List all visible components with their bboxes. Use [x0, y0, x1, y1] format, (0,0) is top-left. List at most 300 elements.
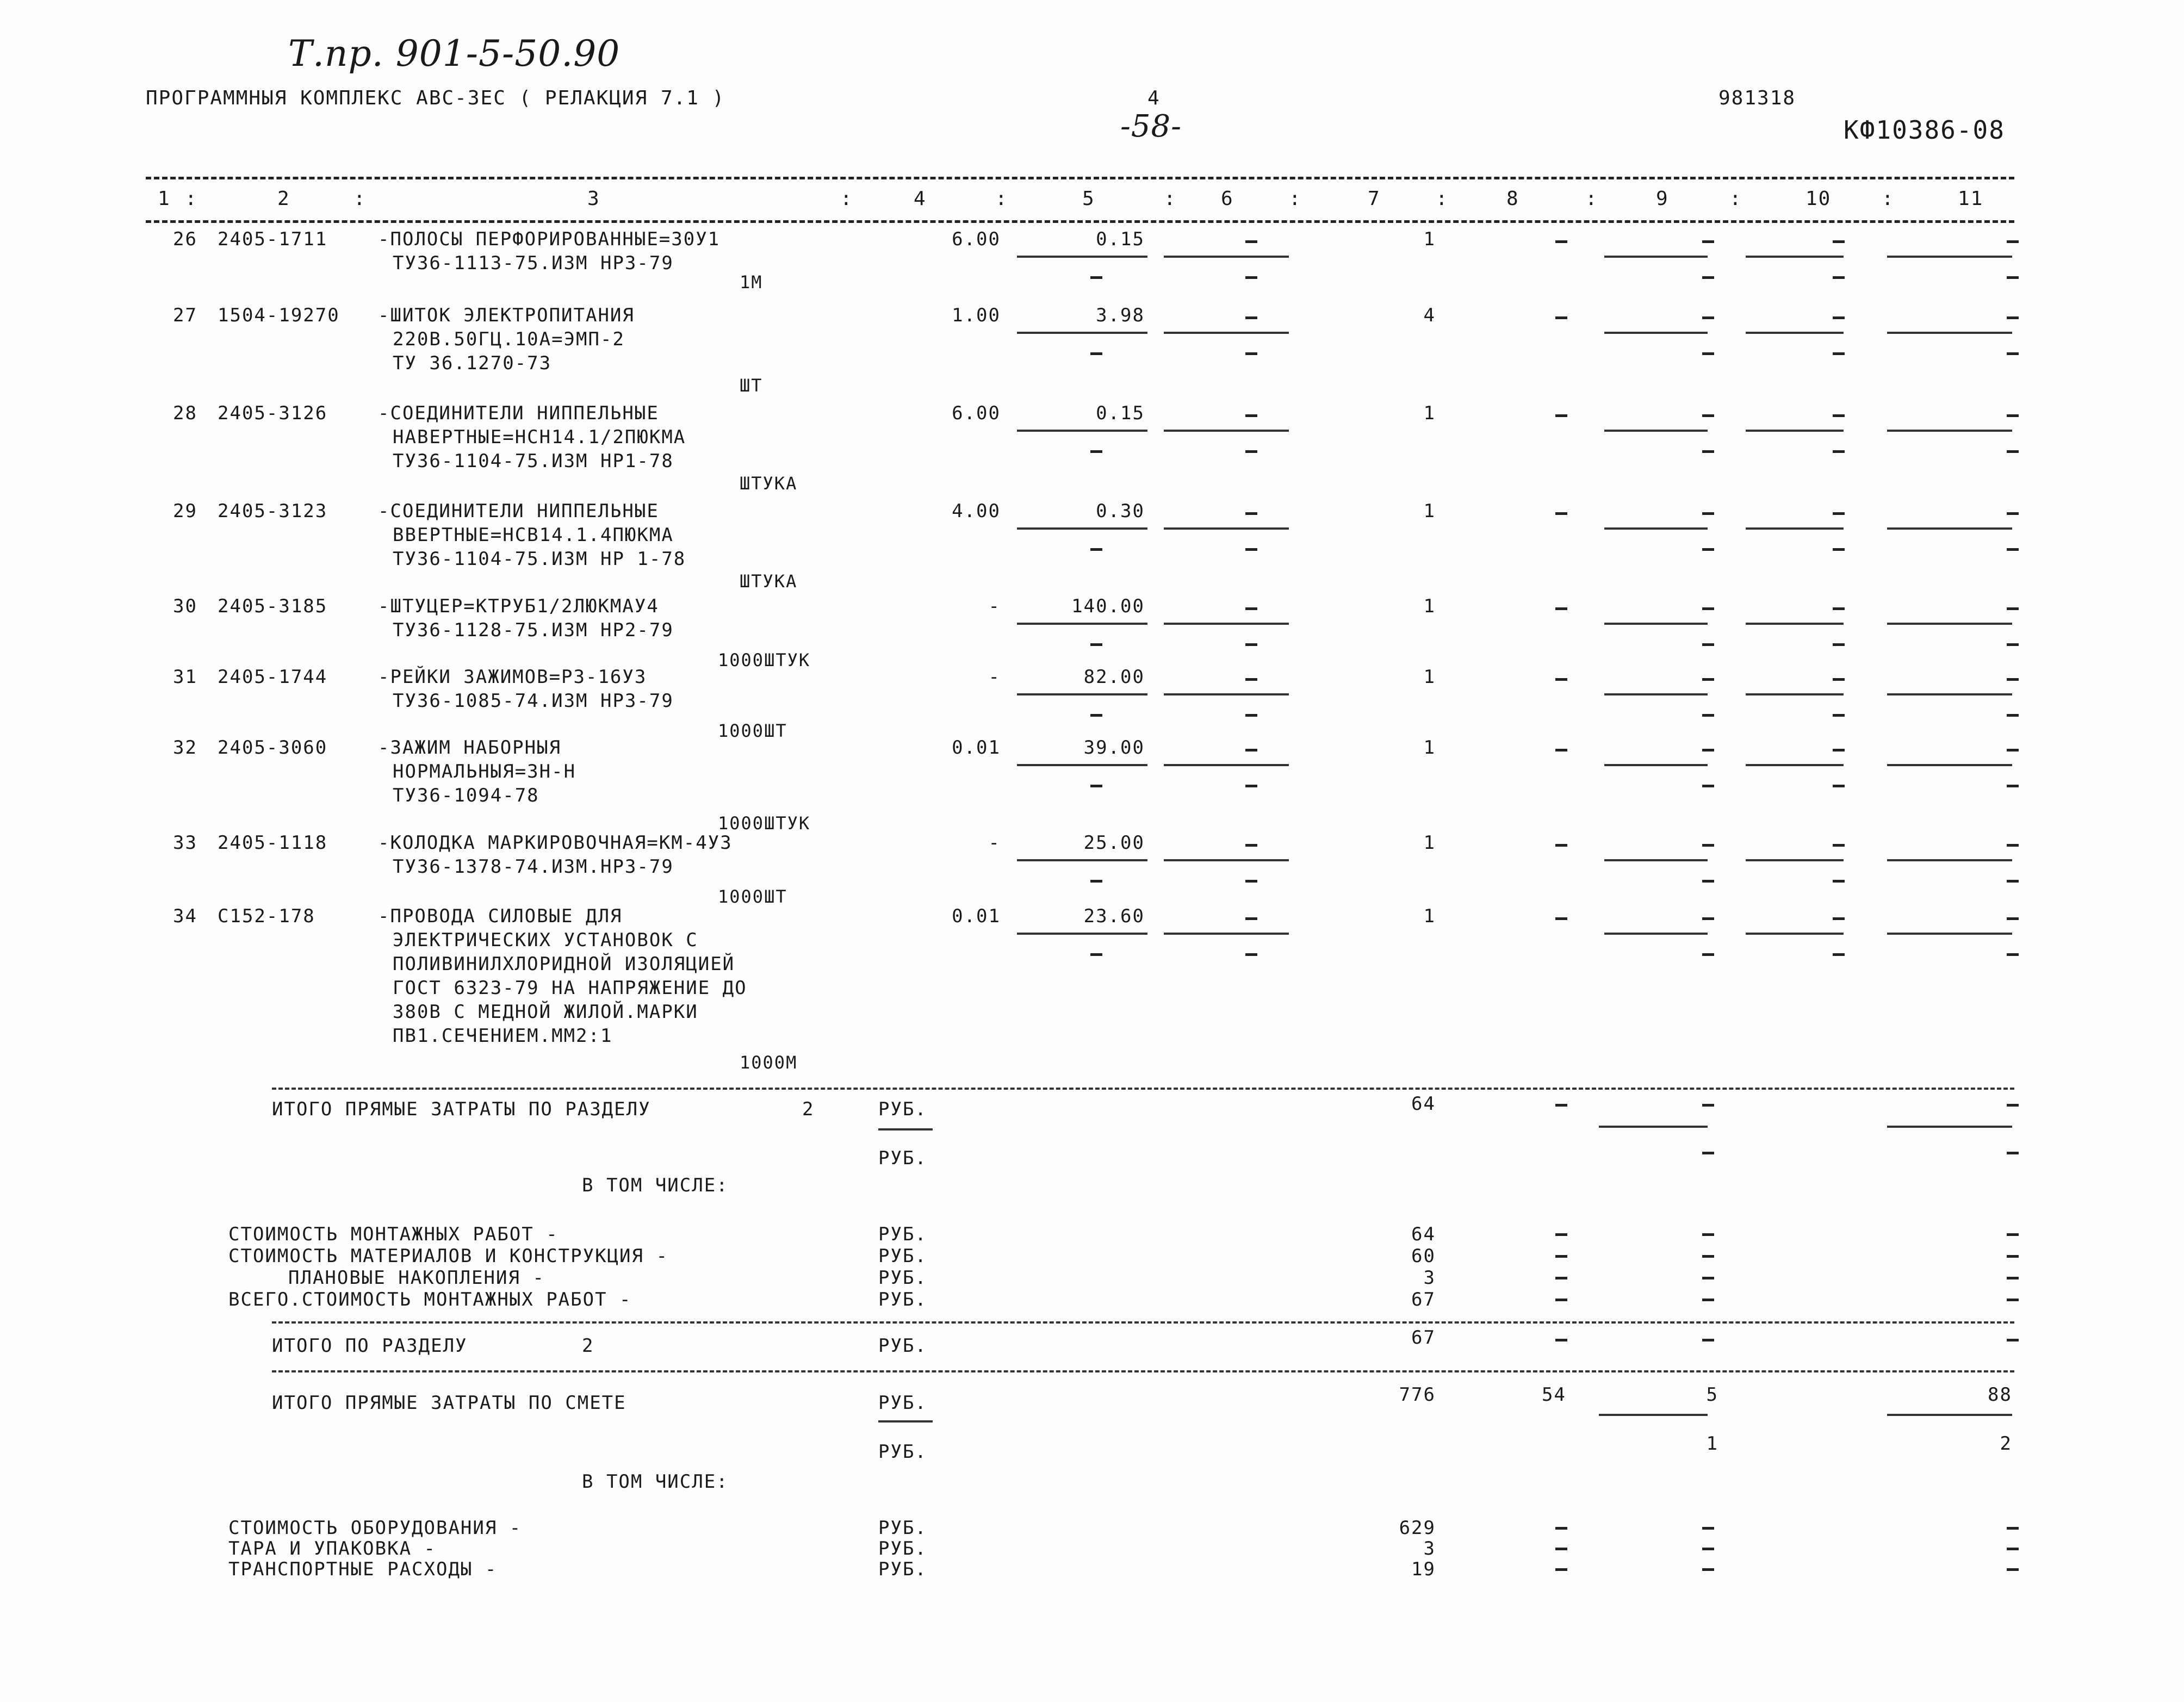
column-header-cell: :	[185, 188, 198, 210]
row-code: 2405-3123	[218, 500, 328, 522]
total1-c9-dash	[1702, 1104, 1714, 1107]
sec-line-dash	[1555, 1299, 1567, 1301]
summary-top-rule	[272, 1088, 2014, 1090]
row-underline	[1017, 332, 1147, 334]
row-c4: 6.00	[952, 228, 1001, 250]
row-sub-dash	[2007, 548, 2019, 551]
row-sub-dash	[1245, 548, 1257, 551]
row-description-line: 380В С МЕДНОЙ ЖИЛОЙ.МАРКИ	[393, 1001, 698, 1023]
row-sub-dash	[2007, 953, 2019, 956]
row-code: 2405-1711	[218, 228, 328, 250]
row-underline	[1164, 256, 1289, 258]
row-underline	[1604, 693, 1708, 695]
row-underline	[1164, 623, 1289, 625]
row-c11-dash	[2007, 607, 2019, 610]
row-c6-dash	[1245, 512, 1257, 515]
row-description-line: ПОЛИВИНИЛХЛОРИДНОЙ ИЗОЛЯЦИЕЙ	[393, 953, 735, 975]
rub-label: РУБ.	[878, 1267, 927, 1289]
row-code: 2405-1118	[218, 832, 328, 854]
rub-label: РУБ.	[878, 1223, 927, 1245]
row-unit: ШТУКА	[740, 571, 798, 592]
column-header-cell: :	[1729, 188, 1742, 210]
row-sub-dash	[1702, 450, 1714, 453]
row-underline	[1604, 430, 1708, 432]
row-c4: 6.00	[952, 402, 1001, 424]
row-c8-dash	[1555, 749, 1567, 751]
row-sub-dash	[1090, 785, 1102, 787]
estimate-line-c7: 3	[1423, 1538, 1436, 1560]
row-underline	[1164, 430, 1289, 432]
rub-label: РУБ.	[878, 1098, 927, 1120]
column-header-cell: 9	[1656, 188, 1669, 210]
row-description-line: ТУ 36.1270-73	[393, 352, 552, 374]
rub-label: РУБ.	[878, 1441, 927, 1463]
estimate-c11b: 2	[2000, 1433, 2012, 1455]
row-c6-dash	[1245, 607, 1257, 610]
estimate-c9b: 1	[1706, 1433, 1718, 1455]
row-c9-dash	[1702, 678, 1714, 681]
column-header-cell: :	[1436, 188, 1449, 210]
total-direct-estimate-label: ИТОГО ПРЯМЫЕ ЗАТРАТЫ ПО СМЕТЕ	[272, 1392, 626, 1414]
row-underline	[1746, 332, 1844, 334]
row-underline	[1017, 933, 1147, 935]
row-unit: ШТ	[740, 375, 763, 396]
row-c7: 1	[1423, 737, 1436, 759]
row-code: 2405-3185	[218, 595, 328, 617]
sec-line-label: ПЛАНОВЫЕ НАКОПЛЕНИЯ -	[288, 1267, 545, 1289]
row-c8-dash	[1555, 316, 1567, 319]
row-underline	[1604, 623, 1708, 625]
estimate-c9: 5	[1706, 1384, 1718, 1406]
row-c8-dash	[1555, 607, 1567, 610]
row-underline	[1604, 256, 1708, 258]
row-underline	[1164, 332, 1289, 334]
row-c6-dash	[1245, 749, 1257, 751]
rub-label: РУБ.	[878, 1517, 927, 1539]
row-sub-dash	[2007, 714, 2019, 717]
row-sub-dash	[1090, 450, 1102, 453]
sec-line-dash	[2007, 1255, 2019, 1258]
row-underline	[1746, 859, 1844, 861]
total1-underline	[1599, 1126, 1708, 1128]
row-underline	[1746, 933, 1844, 935]
rub-underline	[878, 1128, 933, 1130]
section-total-rule	[272, 1321, 2014, 1324]
row-underline	[1887, 859, 2012, 861]
estimate-line-dash	[1702, 1548, 1714, 1550]
rub-label: РУБ.	[878, 1289, 927, 1310]
row-c8-dash	[1555, 414, 1567, 417]
row-number: 29	[173, 500, 197, 522]
row-sub-dash	[1245, 714, 1257, 717]
row-c8-dash	[1555, 512, 1567, 515]
column-header-cell: 8	[1506, 188, 1519, 210]
sec-line-label: СТОИМОСТЬ МОНТАЖНЫХ РАБОТ -	[228, 1223, 559, 1245]
row-code: 2405-1744	[218, 666, 328, 688]
row-c8-dash	[1555, 844, 1567, 847]
row-description-line: -ШИТОК ЭЛЕКТРОПИТАНИЯ	[378, 305, 635, 326]
page-number-hand: -58-	[1120, 109, 1182, 144]
row-sub-dash	[2007, 785, 2019, 787]
estimate-line-label: ТРАНСПОРТНЫЕ РАСХОДЫ -	[228, 1558, 498, 1580]
row-c6-dash	[1245, 678, 1257, 681]
row-sub-dash	[1833, 450, 1845, 453]
row-underline	[1887, 430, 2012, 432]
row-sub-dash	[1090, 352, 1102, 355]
sec-line-dash	[1702, 1277, 1714, 1279]
row-underline	[1604, 332, 1708, 334]
estimate-line-dash	[2007, 1568, 2019, 1571]
row-c8-dash	[1555, 240, 1567, 243]
total1-c8-dash	[1555, 1104, 1567, 1107]
table-header-rule	[146, 220, 2014, 223]
page-number-small: 4	[1147, 87, 1161, 109]
row-underline	[1017, 859, 1147, 861]
row-number: 31	[173, 666, 197, 688]
column-header-cell: :	[995, 188, 1008, 210]
row-c6-dash	[1245, 240, 1257, 243]
row-c10-dash	[1833, 749, 1845, 751]
row-c11-dash	[2007, 844, 2019, 847]
sec-line-dash	[1555, 1255, 1567, 1258]
row-underline	[1746, 430, 1844, 432]
row-sub-dash	[1090, 880, 1102, 883]
sec-line-c7: 3	[1423, 1267, 1436, 1289]
row-description-line: ГОСТ 6323-79 НА НАПРЯЖЕНИЕ ДО	[393, 977, 747, 999]
row-code: С152-178	[218, 905, 315, 927]
column-header-cell: :	[1289, 188, 1302, 210]
column-header-cell: 2	[277, 188, 290, 210]
row-c4: -	[988, 595, 1001, 617]
including-label: В ТОМ ЧИСЛЕ:	[582, 1471, 729, 1493]
row-underline	[1164, 693, 1289, 695]
row-c5: 140.00	[1071, 595, 1145, 617]
row-description-line: ТУ36-1113-75.ИЗМ НР3-79	[393, 252, 674, 274]
row-underline	[1887, 332, 2012, 334]
row-c7: 1	[1423, 228, 1436, 250]
row-c5: 0.30	[1096, 500, 1145, 522]
row-c11-dash	[2007, 414, 2019, 417]
column-header-cell: 7	[1368, 188, 1381, 210]
row-code: 2405-3126	[218, 402, 328, 424]
row-description-line: ТУ36-1104-75.ИЗМ НР1-78	[393, 450, 674, 472]
sec-line-c7: 64	[1411, 1223, 1436, 1245]
row-underline	[1746, 256, 1844, 258]
row-underline	[1604, 527, 1708, 530]
row-c7: 4	[1423, 305, 1436, 326]
column-header-cell: 5	[1082, 188, 1095, 210]
row-number: 34	[173, 905, 197, 927]
rub-label: РУБ.	[878, 1538, 927, 1560]
estimate-c7: 776	[1399, 1384, 1436, 1406]
code-number: 981318	[1718, 87, 1796, 109]
row-description-line: НАВЕРТНЫЕ=НСН14.1/2ПЮКМА	[393, 426, 686, 448]
row-underline	[1017, 256, 1147, 258]
row-c11-dash	[2007, 678, 2019, 681]
estimate-line-label: ТАРА И УПАКОВКА -	[228, 1538, 436, 1560]
row-number: 32	[173, 737, 197, 759]
estimate-line-dash	[1555, 1548, 1567, 1550]
row-c9-dash	[1702, 316, 1714, 319]
row-description-line: ВВЕРТНЫЕ=НСВ14.1.4ПЮКМА	[393, 524, 674, 546]
estimate-line-label: СТОИМОСТЬ ОБОРУДОВАНИЯ -	[228, 1517, 522, 1539]
row-underline	[1746, 527, 1844, 530]
estimate-line-dash	[1555, 1568, 1567, 1571]
row-sub-dash	[1702, 714, 1714, 717]
total1-c7: 64	[1411, 1093, 1436, 1115]
row-description-line: НОРМАЛЬНЫЯ=ЗН-Н	[393, 761, 576, 782]
row-sub-dash	[1833, 352, 1845, 355]
row-number: 30	[173, 595, 197, 617]
row-c10-dash	[1833, 607, 1845, 610]
row-description-line: -СОЕДИНИТЕЛИ НИППЕЛЬНЫЕ	[378, 402, 659, 424]
row-description-line: 220В.50ГЦ.10А=ЭМП-2	[393, 328, 625, 350]
row-c6-dash	[1245, 414, 1257, 417]
program-line: ПРОГРАММНЫЯ КОМПЛЕКС АВС-3ЕС ( РЕЛАКЦИЯ 7.1 )	[146, 87, 725, 109]
row-underline	[1604, 859, 1708, 861]
row-underline	[1887, 933, 2012, 935]
row-c9-dash	[1702, 844, 1714, 847]
row-sub-dash	[1833, 276, 1845, 279]
rub-label: РУБ.	[878, 1392, 927, 1414]
total1-underline	[1887, 1126, 2012, 1128]
row-sub-dash	[1702, 953, 1714, 956]
row-c9-dash	[1702, 607, 1714, 610]
row-number: 26	[173, 228, 197, 250]
row-underline	[1017, 693, 1147, 695]
row-c5: 0.15	[1096, 402, 1145, 424]
row-underline	[1887, 764, 2012, 766]
row-c7: 1	[1423, 905, 1436, 927]
row-c4: 0.01	[952, 905, 1001, 927]
row-unit: 1М	[740, 272, 763, 293]
sec-line-dash	[1702, 1233, 1714, 1236]
row-underline	[1887, 256, 2012, 258]
column-header-cell: :	[1164, 188, 1177, 210]
row-underline	[1604, 933, 1708, 935]
row-description-line: -ПОЛОСЫ ПЕРФОРИРОВАННЫЕ=30У1	[378, 228, 721, 250]
total-section-dash	[2007, 1339, 2019, 1341]
column-header-cell: 10	[1805, 188, 1832, 210]
total-section-c7: 67	[1411, 1327, 1436, 1349]
row-c4: 0.01	[952, 737, 1001, 759]
row-c7: 1	[1423, 500, 1436, 522]
row-description-line: -ШТУЦЕР=КТРУБ1/2ЛЮКМАУ4	[378, 595, 659, 617]
row-c10-dash	[1833, 678, 1845, 681]
row-sub-dash	[1702, 785, 1714, 787]
row-description-line: -СОЕДИНИТЕЛИ НИППЕЛЬНЫЕ	[378, 500, 659, 522]
section-number: 2	[582, 1335, 594, 1357]
row-underline	[1746, 693, 1844, 695]
row-code: 1504-19270	[218, 305, 340, 326]
sec-line-label: СТОИМОСТЬ МАТЕРИАЛОВ И КОНСТРУКЦИЯ -	[228, 1245, 668, 1267]
total1-c9-dash2	[1702, 1152, 1714, 1154]
row-c11-dash	[2007, 749, 2019, 751]
column-header-cell: 6	[1221, 188, 1234, 210]
row-c5: 82.00	[1083, 666, 1145, 688]
row-c10-dash	[1833, 917, 1845, 920]
sec-line-dash	[1702, 1255, 1714, 1258]
row-c9-dash	[1702, 512, 1714, 515]
row-c8-dash	[1555, 678, 1567, 681]
column-header-cell: :	[1882, 188, 1895, 210]
row-underline	[1887, 693, 2012, 695]
total-section-label: ИТОГО ПО РАЗДЕЛУ	[272, 1335, 468, 1357]
row-c5: 39.00	[1083, 737, 1145, 759]
row-c9-dash	[1702, 414, 1714, 417]
row-c11-dash	[2007, 917, 2019, 920]
row-sub-dash	[2007, 450, 2019, 453]
row-c5: 23.60	[1083, 905, 1145, 927]
row-underline	[1164, 764, 1289, 766]
row-c11-dash	[2007, 512, 2019, 515]
row-c6-dash	[1245, 316, 1257, 319]
estimate-c8: 54	[1542, 1384, 1566, 1406]
row-c11-dash	[2007, 316, 2019, 319]
total-section-dash	[1555, 1339, 1567, 1341]
row-sub-dash	[1245, 450, 1257, 453]
row-description-line: -КОЛОДКА МАРКИРОВОЧНАЯ=КМ-4У3	[378, 832, 733, 854]
row-underline	[1746, 764, 1844, 766]
estimate-line-dash	[2007, 1527, 2019, 1530]
rub-underline	[878, 1420, 933, 1423]
row-description-line: ЭЛЕКТРИЧЕСКИХ УСТАНОВОК С	[393, 929, 698, 951]
row-c10-dash	[1833, 414, 1845, 417]
row-c4: 4.00	[952, 500, 1001, 522]
row-c5: 0.15	[1096, 228, 1145, 250]
row-sub-dash	[1090, 276, 1102, 279]
column-header-cell: 11	[1958, 188, 1984, 210]
estimate-line-dash	[1555, 1527, 1567, 1530]
total-direct-section-label: ИТОГО ПРЯМЫЕ ЗАТРАТЫ ПО РАЗДЕЛУ	[272, 1098, 651, 1120]
row-c5: 25.00	[1083, 832, 1145, 854]
section-number: 2	[802, 1098, 815, 1120]
sec-line-dash	[2007, 1277, 2019, 1279]
row-underline	[1017, 764, 1147, 766]
sec-line-dash	[2007, 1299, 2019, 1301]
row-sub-dash	[1702, 276, 1714, 279]
rub-label: РУБ.	[878, 1147, 927, 1169]
row-c8-dash	[1555, 917, 1567, 920]
estimate-underline	[1887, 1414, 2012, 1416]
row-underline	[1017, 527, 1147, 530]
row-c4: -	[988, 832, 1001, 854]
row-unit: 1000ШТУК	[718, 813, 811, 834]
row-sub-dash	[1833, 548, 1845, 551]
row-sub-dash	[2007, 352, 2019, 355]
row-unit: 1000М	[740, 1052, 798, 1073]
row-sub-dash	[2007, 880, 2019, 883]
row-sub-dash	[1245, 953, 1257, 956]
row-underline	[1164, 859, 1289, 861]
row-sub-dash	[1245, 352, 1257, 355]
row-number: 27	[173, 305, 197, 326]
row-sub-dash	[1833, 714, 1845, 717]
row-c10-dash	[1833, 844, 1845, 847]
rub-label: РУБ.	[878, 1558, 927, 1580]
row-c9-dash	[1702, 240, 1714, 243]
row-description-line: ПВ1.СЕЧЕНИЕМ.ММ2:1	[393, 1025, 613, 1047]
row-c7: 1	[1423, 832, 1436, 854]
row-underline	[1164, 527, 1289, 530]
row-sub-dash	[1833, 880, 1845, 883]
estimate-line-dash	[1702, 1527, 1714, 1530]
row-underline	[1017, 430, 1147, 432]
total1-c11-dash2	[2007, 1152, 2019, 1154]
row-c6-dash	[1245, 844, 1257, 847]
row-sub-dash	[2007, 276, 2019, 279]
rub-label: РУБ.	[878, 1245, 927, 1267]
row-description-line: -ЗАЖИМ НАБОРНЫЯ	[378, 737, 562, 759]
row-code: 2405-3060	[218, 737, 328, 759]
row-sub-dash	[1833, 785, 1845, 787]
handwritten-ref: Т.пр. 901-5-50.90	[288, 33, 621, 74]
row-c7: 1	[1423, 595, 1436, 617]
sec-line-dash	[1702, 1299, 1714, 1301]
row-description-line: ТУ36-1128-75.ИЗМ НР2-79	[393, 619, 674, 641]
row-underline	[1017, 623, 1147, 625]
row-sub-dash	[1245, 276, 1257, 279]
row-c7: 1	[1423, 402, 1436, 424]
estimate-line-dash	[2007, 1548, 2019, 1550]
row-number: 28	[173, 402, 197, 424]
estimate-rule	[272, 1370, 2014, 1372]
column-header-cell: 4	[914, 188, 927, 210]
row-sub-dash	[1245, 643, 1257, 646]
row-c9-dash	[1702, 917, 1714, 920]
rub-label: РУБ.	[878, 1335, 927, 1357]
estimate-line-c7: 19	[1411, 1558, 1436, 1580]
column-header-cell: :	[840, 188, 853, 210]
row-underline	[1887, 527, 2012, 530]
row-c7: 1	[1423, 666, 1436, 688]
row-c4: 1.00	[952, 305, 1001, 326]
row-unit: 1000ШТУК	[718, 650, 811, 670]
row-description-line: ТУ36-1378-74.ИЗМ.НР3-79	[393, 856, 674, 878]
total-section-dash	[1702, 1339, 1714, 1341]
row-unit: 1000ШТ	[718, 720, 787, 741]
column-header-cell: :	[353, 188, 367, 210]
row-sub-dash	[1702, 643, 1714, 646]
row-underline	[1887, 623, 2012, 625]
row-sub-dash	[1833, 643, 1845, 646]
sec-line-dash	[2007, 1233, 2019, 1236]
estimate-underline	[1599, 1414, 1708, 1416]
estimate-line-c7: 629	[1399, 1517, 1436, 1539]
row-description-line: -РЕЙКИ ЗАЖИМОВ=РЗ-16У3	[378, 666, 647, 688]
sec-line-c7: 60	[1411, 1245, 1436, 1267]
row-sub-dash	[1090, 643, 1102, 646]
row-description-line: -ПРОВОДА СИЛОВЫЕ ДЛЯ	[378, 905, 623, 927]
total1-c11-dash	[2007, 1104, 2019, 1107]
sec-line-label: ВСЕГО.СТОИМОСТЬ МОНТАЖНЫХ РАБОТ -	[228, 1289, 632, 1310]
row-underline	[1746, 623, 1844, 625]
row-sub-dash	[1090, 953, 1102, 956]
row-description-line: ТУ36-1085-74.ИЗМ НР3-79	[393, 690, 674, 712]
row-c6-dash	[1245, 917, 1257, 920]
row-c10-dash	[1833, 240, 1845, 243]
sec-line-c7: 67	[1411, 1289, 1436, 1310]
row-c5: 3.98	[1096, 305, 1145, 326]
row-unit: 1000ШТ	[718, 886, 787, 907]
row-c11-dash	[2007, 240, 2019, 243]
table-top-rule	[146, 177, 2014, 179]
row-c10-dash	[1833, 512, 1845, 515]
sec-line-dash	[1555, 1233, 1567, 1236]
estimate-c11: 88	[1988, 1384, 2012, 1406]
row-sub-dash	[2007, 643, 2019, 646]
row-sub-dash	[1702, 880, 1714, 883]
